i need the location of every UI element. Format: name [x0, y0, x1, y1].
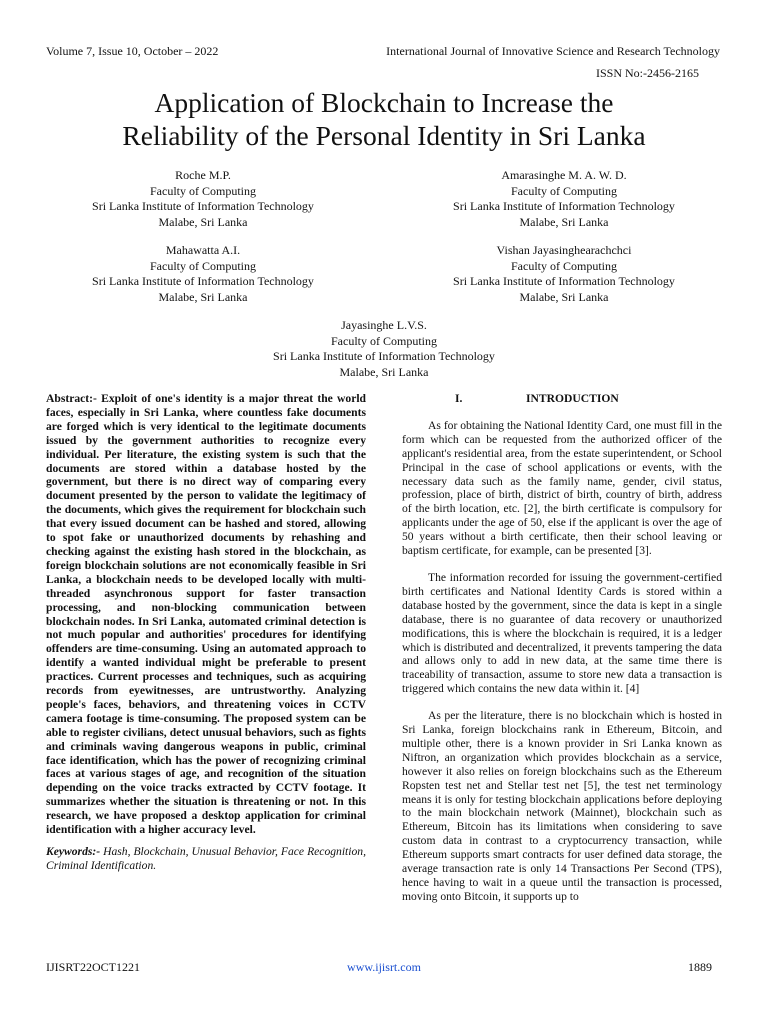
right-column [402, 392, 722, 917]
author-dept: Faculty of Computing [150, 258, 256, 273]
author-dept: Faculty of Computing [331, 333, 437, 348]
author-location: Malabe, Sri Lanka [519, 214, 609, 229]
keywords-text: Hash, Blockchain, Unusual Behavior, Face Recognition, Criminal Identification. [46, 845, 366, 872]
abstract-label: Abstract:- [46, 392, 102, 405]
author-name: Jayasinghe L.V.S. [341, 318, 427, 332]
section-title: INTRODUCTION [526, 392, 619, 405]
page-number: 1889 [688, 960, 712, 974]
journal-name: International Journal of Innovative Science and Research Technology [386, 44, 720, 58]
author-block [53, 168, 353, 230]
volume-info: Volume 7, Issue 10, October – 2022 [46, 44, 219, 58]
author-institution: Sri Lanka Institute of Information Technology [273, 349, 495, 363]
title-line-1: Application of Blockchain to Increase the [154, 87, 614, 118]
issn: ISSN No:-2456-2165 [595, 66, 699, 80]
keywords [46, 845, 366, 873]
author-location: Malabe, Sri Lanka [519, 289, 609, 304]
paragraph: The information recorded for issuing the government-certified birth certificates and National Identity Cards is stored within a database hosted by the government, since the data is kept in a single database, there is no guarantee of data recovery or unauthorized modifications, this is where the blockchain is required, it is a ledger which is distributed and decentralized, it prevents tampering the data and allows only to add in new data, at the same time there is traceability of transaction, assume to store new data a transaction is triggered which contains the new data within it. [4] [402, 570, 722, 696]
author-dept: Faculty of Computing [511, 258, 617, 273]
author-institution: Sri Lanka Institute of Information Technology [453, 199, 675, 213]
author-location: Malabe, Sri Lanka [158, 289, 248, 304]
author-name: Amarasinghe M. A. W. D. [501, 168, 627, 182]
keywords-label: Keywords:- [46, 845, 101, 858]
author-institution: Sri Lanka Institute of Information Technology [92, 199, 314, 213]
author-dept: Faculty of Computing [511, 183, 617, 198]
author-block [234, 318, 534, 380]
author-block [414, 243, 714, 305]
author-name: Vishan Jayasinghearachchci [496, 243, 632, 257]
paper-code: IJISRT22OCT1221 [46, 960, 140, 974]
abstract-text: Exploit of one's identity is a major threat the world faces, especially in Sri Lanka, where countless fake documents are forged which is very identical to the legitimate documents issued by the government authorities to recognize every individual. Per literature, the existing system is such that the documents are stored within a database hosted by the government, but there is no direct way of comparing every document presented by the person to validate the legitimacy of the documents, which gives the requirement for blockchain such that every issued document can be hashed and stored, allowing to spot fake or unauthorized documents by rehashing and checking against the existing hash stored in the blockchain, as foreign blockchain solutions are not economically feasible in Sri Lanka, a blockchain needs to be developed locally with multi-threaded asynchronous support for faster transaction processing, and non-blocking communication between blockchain nodes. In Sri Lanka, automated criminal detection is not much popular and authorities' procedures for identifying offenders are time-consuming. Using an automated approach to identify a wanted individual might be preferable to present practices. Current processes and techniques, such as acquiring records from eyewitnesses, are untrustworthy. Analyzing people's faces, behaviors, and threatening voices in CCTV camera footage is time-consuming. The proposed system can be able to register civilians, detect unusual behaviors, such as fights and criminals waving dangerous weapons in public, criminal face identification, which has the power of recognizing criminal faces at various stages of age, and recognition of the situation depending on the voice tracks extracted by CCTV footage. It summarizes whether the situation is threatening or not. In this research, we have proposed a desktop application for criminal identification with a higher accuracy level. [46, 392, 367, 837]
left-column [46, 392, 366, 873]
section-heading [402, 392, 722, 406]
paragraph: As for obtaining the National Identity Card, one must fill in the form which can be requested from the authorized officer of the applicant's residential area, from the estate superintendent, or School Principal in the case of school applications or events, with the necessary data such as the family name, gender, civil status, profession, place of birth, district of birth, country of birth, address of the birth location, etc. [2], the birth certificate is compulsory for applicants under the age of 50, else if the applicant is over the age of 50 years without a birth certificate, then their school leaving or baptism certificate, for example, can be presented [3]. [402, 418, 722, 558]
author-name: Roche M.P. [175, 168, 231, 182]
title-line-2: Reliability of the Personal Identity in Sri Lanka [122, 120, 646, 151]
abstract [46, 392, 366, 837]
author-location: Malabe, Sri Lanka [339, 364, 429, 379]
paragraph: As per the literature, there is no blockchain which is hosted in Sri Lanka, foreign blockchains rank in Ethereum, Bitcoin, and multiple other, there is a known provider in Sri Lanka known as Niftron, an organization which provides blockchain as a service, however it also relies on foreign blockchains such as the Ethereum Ropsten test net and Stellar test net [5], the test net terminology means it is only for testing blockchain applications before deploying to the main blockchain network (Mainnet), blockchain such as Ethereum, Bitcoin has its limitations when considering to save custom data in contrast to a cryptocurrency transaction, while Ethereum supports smart contracts for user defined data storage, the average transaction rate is only 14 Transactions Per Second (TPS), hence having to wait in a queue until the transaction is processed, moving onto Bitcoin, it supports up to [402, 709, 722, 903]
author-location: Malabe, Sri Lanka [158, 214, 248, 229]
journal-url[interactable]: www.ijisrt.com [347, 960, 421, 974]
author-dept: Faculty of Computing [150, 183, 256, 198]
author-block [53, 243, 353, 305]
section-number: I. [455, 392, 463, 405]
author-block [414, 168, 714, 230]
author-name: Mahawatta A.I. [165, 243, 241, 257]
author-institution: Sri Lanka Institute of Information Technology [453, 274, 675, 288]
author-institution: Sri Lanka Institute of Information Technology [92, 274, 314, 288]
paper-title [40, 86, 728, 152]
